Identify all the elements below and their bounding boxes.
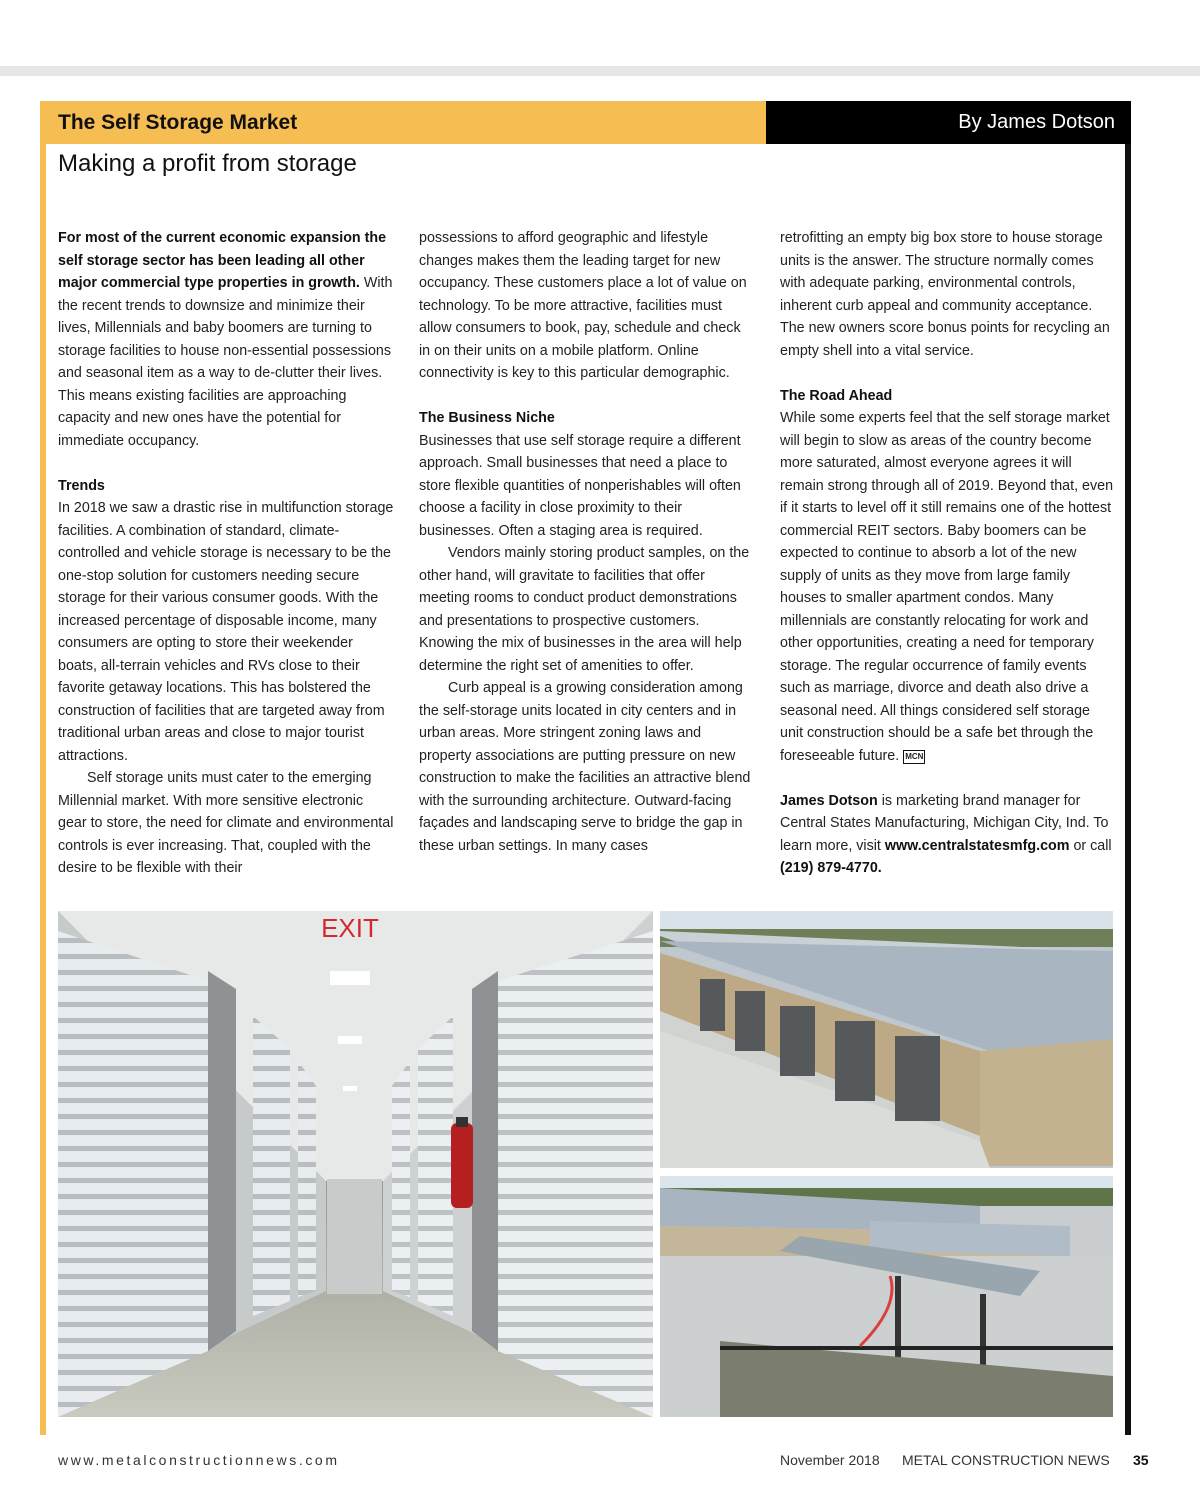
page-number: 35 <box>1133 1452 1149 1468</box>
road-ahead-text: While some experts feel that the self storage market will begin to slow as areas of the country become more saturated, almost everyone agrees it will remain strong through all of 2019. Beyond that, even if it starts to level off it still remains one of the hottest commercial REIT sectors. Baby boomers can be expected to continue to absorb a lot of the new supply of units as they move from large family houses to smaller apartment condos. Many millennials are constantly relocating for work and other opportunities, creating a need for temporary storage. The regular occurrence of family events such as marriage, divorce and death also drive a seasonal need. All things considered self storage unit construction should be a safe bet through the foreseeable future. <box>780 410 1114 764</box>
road-ahead-heading: The Road Ahead <box>780 387 893 404</box>
frame-right-rule <box>1125 101 1131 1435</box>
footer-magazine: METAL CONSTRUCTION NEWS <box>902 1452 1110 1468</box>
mcn-end-mark-icon: MCN <box>903 750 925 764</box>
fire-extinguisher-icon <box>451 1123 473 1208</box>
section-header-bar <box>40 101 766 144</box>
facility-aerial-photo <box>660 1176 1113 1417</box>
section-title: The Self Storage Market <box>58 110 298 134</box>
footer-date: November 2018 <box>780 1452 880 1468</box>
top-gray-bar <box>0 66 1200 76</box>
trends-paragraph-1: In 2018 we saw a drastic rise in multifunction storage facilities. A combination of standard, climate-controlled and vehicle storage is necessary to be the one-stop solution for customers needing secure storage for their various consumer goods. With the increased percentage of disposable income, many consumers are opting to store their weekender boats, all-terrain vehicles and RVs close to their favorite getaway locations. This has bolstered the construction of facilities that are targeted away from traditional urban areas and close to major tourist attractions. <box>58 500 394 764</box>
footer-website[interactable]: www.metalconstructionnews.com <box>58 1452 340 1468</box>
article-column-1 <box>58 227 394 880</box>
storage-building-photo <box>660 911 1113 1168</box>
trends-heading: Trends <box>58 477 105 494</box>
intro-body: With the recent trends to downsize and minimize their lives, Millennials and baby boomers are turning to storage facilities to house non-essential possessions and seasonal item as a way to de-clutter their lives. This means existing facilities are approaching capacity and new ones have the potential for immediate occupancy. <box>58 275 393 449</box>
niche-paragraph-3-cont: retrofitting an empty big box store to house storage units is the answer. The structure normally comes with adequate parking, environmental controls, inherent curb appeal and community acceptance. The new owners score bonus points for recycling an empty shell into a vital service. <box>780 230 1110 359</box>
article-column-2 <box>419 227 755 857</box>
intro-paragraph <box>58 227 394 452</box>
article-column-3 <box>780 227 1116 880</box>
byline: By James Dotson <box>958 111 1115 133</box>
author-phone: (219) 879-4770. <box>780 860 882 876</box>
niche-paragraph-3: Curb appeal is a growing consideration among the self-storage units located in city centers and in urban areas. More stringent zoning laws and property associations are putting pressure on new construction to make the facilities an attractive blend with the surrounding architecture. Outward-facing façades and landscaping serve to bridge the gap in these urban settings. In many cases <box>419 680 751 854</box>
business-niche-heading: The Business Niche <box>419 410 555 426</box>
trends-paragraph-2-cont: possessions to afford geographic and lifestyle changes makes them the leading target for new occupancy. These customers place a lot of value on technology. To be more attractive, facilities must allow consumers to book, pay, schedule and check in on their units on a mobile platform. Online connectivity is key to this particular demographic. <box>419 230 747 381</box>
author-website-link[interactable]: www.centralstatesmfg.com <box>884 837 1070 854</box>
intro-lead: For most of the current economic expansion the self storage sector has been leading all other major commercial type properties in growth. <box>58 230 387 291</box>
byline-bar <box>766 101 1131 144</box>
author-bio-text: is marketing brand manager for Central States Manufacturing, Michigan City, Ind. To learn more, visit <box>780 792 1109 854</box>
trends-paragraph-2: Self storage units must cater to the emerging Millennial market. With more sensitive electronic gear to store, the need for climate and environmental controls is ever increasing. That, coupled with the desire to be flexible with their <box>58 770 394 876</box>
frame-left-rule <box>40 101 46 1435</box>
niche-paragraph-1: Businesses that use self storage require a different approach. Small businesses that need a place to store flexible quantities of nonperishables will often choose a facility in close proximity to their businesses. Often a staging area is required. <box>419 432 741 539</box>
author-bio <box>780 790 1116 880</box>
exit-sign: EXIT <box>321 913 379 943</box>
hallway-photo <box>58 911 653 1417</box>
article-subtitle: Making a profit from storage <box>58 150 357 177</box>
road-ahead-paragraph <box>780 407 1116 767</box>
author-bio-call: or call <box>1069 837 1112 854</box>
author-name: James Dotson <box>780 792 878 809</box>
niche-paragraph-2: Vendors mainly storing product samples, on the other hand, will gravitate to facilities that offer meeting rooms to conduct product demonstrations and presentations to prospective customers. Knowing the mix of businesses in the area will help determine the right set of amenities to offer. <box>419 545 750 674</box>
